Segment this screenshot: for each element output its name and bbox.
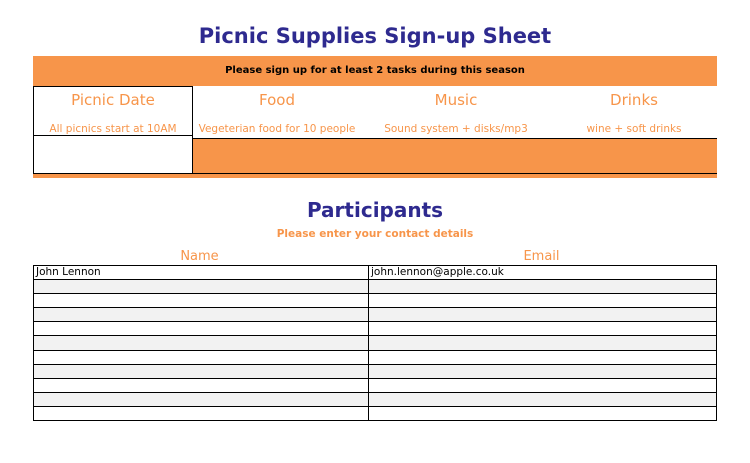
- email-cell[interactable]: [369, 308, 717, 322]
- sheet-title: Picnic Supplies Sign-up Sheet: [198, 24, 552, 48]
- name-cell[interactable]: [34, 392, 369, 406]
- name-cell[interactable]: [34, 308, 369, 322]
- column-header: Music: [434, 91, 478, 109]
- section-divider: [33, 174, 717, 178]
- name-cell[interactable]: [34, 280, 369, 294]
- email-cell[interactable]: [369, 322, 717, 336]
- name-cell[interactable]: [34, 322, 369, 336]
- email-cell[interactable]: john.lennon@apple.co.uk: [369, 266, 717, 280]
- name-cell[interactable]: [34, 406, 369, 420]
- name-cell[interactable]: [34, 378, 369, 392]
- table-row: [34, 364, 717, 378]
- column-description: wine + soft drinks: [586, 123, 682, 135]
- table-row: [34, 406, 717, 420]
- name-cell[interactable]: [34, 350, 369, 364]
- email-cell[interactable]: [369, 406, 717, 420]
- name-cell[interactable]: John Lennon: [34, 266, 369, 280]
- date-entry-line: [33, 135, 192, 136]
- table-row: [34, 294, 717, 308]
- table-row: [34, 378, 717, 392]
- column-description: Sound system + disks/mp3: [384, 123, 528, 135]
- name-cell[interactable]: [34, 336, 369, 350]
- participants-table: [33, 265, 717, 421]
- participants-subtitle: Please enter your contact details: [276, 228, 474, 240]
- column-header: Food: [259, 91, 295, 109]
- email-cell[interactable]: [369, 294, 717, 308]
- signup-section: [33, 86, 717, 177]
- participants-title: Participants: [306, 198, 444, 222]
- column-description: Vegeterian food for 10 people: [198, 123, 356, 135]
- email-column-header: Email: [523, 249, 560, 264]
- column-description: All picnics start at 10AM: [49, 123, 177, 135]
- email-cell[interactable]: [369, 350, 717, 364]
- email-cell[interactable]: [369, 392, 717, 406]
- table-row: [34, 266, 717, 280]
- name-column-header: Name: [180, 249, 219, 264]
- table-row: [34, 308, 717, 322]
- email-cell[interactable]: [369, 364, 717, 378]
- email-cell[interactable]: [369, 280, 717, 294]
- table-row: [34, 322, 717, 336]
- name-cell[interactable]: [34, 294, 369, 308]
- table-row: [34, 392, 717, 406]
- name-cell[interactable]: [34, 364, 369, 378]
- task-signup-area[interactable]: [193, 138, 717, 174]
- table-row: [34, 350, 717, 364]
- email-cell[interactable]: [369, 336, 717, 350]
- table-row: [34, 336, 717, 350]
- table-row: [34, 280, 717, 294]
- instruction-banner: Please sign up for at least 2 tasks during this season: [33, 56, 717, 86]
- email-cell[interactable]: [369, 378, 717, 392]
- column-header: Drinks: [610, 91, 658, 109]
- column-header: Picnic Date: [71, 91, 155, 109]
